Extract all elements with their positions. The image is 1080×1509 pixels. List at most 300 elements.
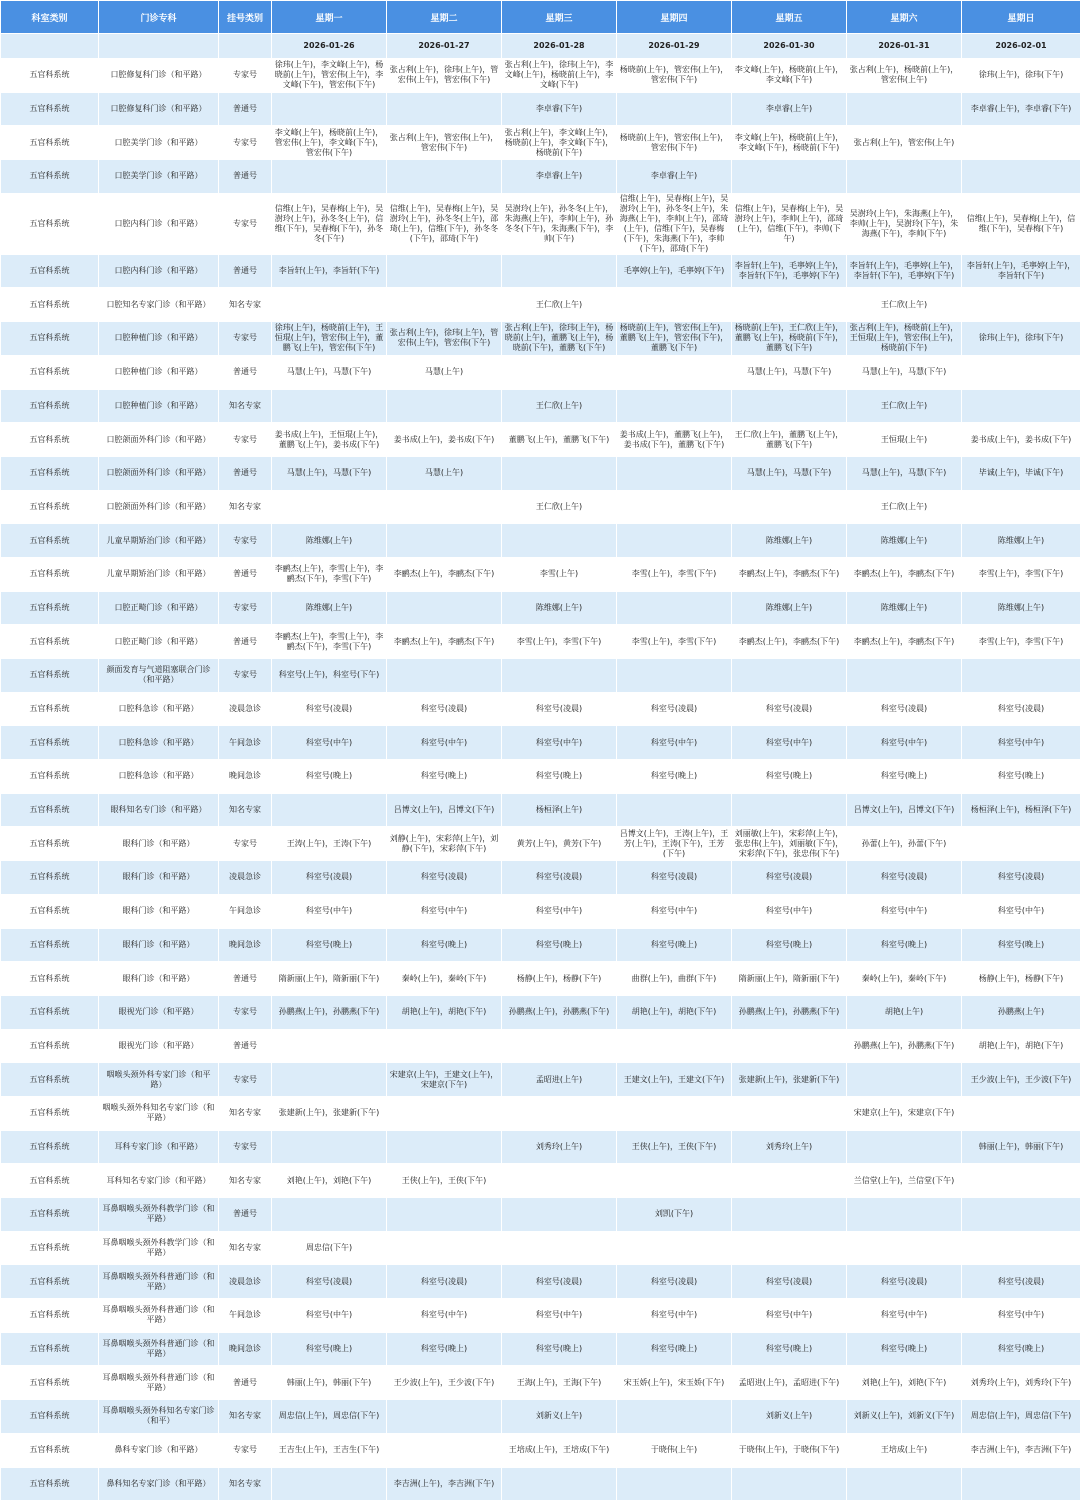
wednesday-cell [502, 659, 617, 693]
thursday-cell: 于晓伟(上午) [617, 1433, 732, 1467]
monday-cell: 科室号(中午) [272, 1299, 387, 1333]
dept-category-cell: 五官科系统 [1, 288, 99, 322]
wednesday-cell [502, 254, 617, 288]
wednesday-cell: 吴澍玲(上午)，孙冬冬(上午)，朱海燕(上午)，李帅(上午)，孙冬冬(下午)，朱海燕(下午)，李帅(下午) [502, 193, 617, 254]
registration-type-cell: 知名专家 [219, 1096, 272, 1130]
thursday-cell [617, 1029, 732, 1063]
saturday-cell: 科室号(凌晨) [847, 861, 962, 895]
date-friday: 2026-01-30 [732, 34, 847, 59]
registration-type-cell: 专家号 [219, 524, 272, 558]
sunday-cell: 王少波(上午)，王少波(下午) [962, 1063, 1080, 1097]
monday-cell: 李鹂杰(上午)，李雪(上午)，李鹂杰(下午)，李雪(下午) [272, 557, 387, 591]
wednesday-cell: 王仁欣(上午) [502, 490, 617, 524]
clinic-name-cell: 口腔知名专家门诊（和平路） [99, 288, 219, 322]
wednesday-cell: 科室号(晚上) [502, 928, 617, 962]
schedule-row [1, 995, 1080, 1029]
friday-cell: 刘丽敏(上午)，宋彩萍(上午)，张忠伟(上午)，刘丽敏(下午)，宋彩萍(下午)，张忠伟(下午) [732, 827, 847, 861]
saturday-cell: 马慧(上午)，马慧(下午) [847, 355, 962, 389]
clinic-name-cell: 眼视光门诊（和平路） [99, 1029, 219, 1063]
thursday-cell: 刘凯(下午) [617, 1198, 732, 1232]
registration-type-cell: 午间急诊 [219, 726, 272, 760]
sunday-cell [962, 355, 1080, 389]
schedule-row [1, 692, 1080, 726]
wednesday-cell: 孟昭进(上午) [502, 1063, 617, 1097]
dept-category-cell: 五官科系统 [1, 1130, 99, 1164]
schedule-row [1, 1265, 1080, 1299]
dept-category-cell: 五官科系统 [1, 557, 99, 591]
tuesday-cell: 宋建京(上午)，王建文(上午)，宋建京(下午) [387, 1063, 502, 1097]
friday-cell [732, 288, 847, 322]
date-saturday: 2026-01-31 [847, 34, 962, 59]
friday-cell: 李鹂杰(上午)，李鹂杰(下午) [732, 625, 847, 659]
thursday-cell [617, 490, 732, 524]
friday-cell: 李文峰(上午)，杨晓前(上午)，李文峰(下午) [732, 59, 847, 93]
date-spacer [219, 34, 272, 59]
thursday-cell [617, 1231, 732, 1265]
tuesday-cell [387, 591, 502, 625]
friday-cell: 孟昭进(上午)，孟昭进(下午) [732, 1366, 847, 1400]
thursday-cell: 科室号(中午) [617, 1299, 732, 1333]
tuesday-cell [387, 524, 502, 558]
registration-type-cell: 晚间急诊 [219, 760, 272, 794]
monday-cell [272, 490, 387, 524]
saturday-cell [847, 1231, 962, 1265]
friday-cell: 科室号(晚上) [732, 760, 847, 794]
registration-type-cell: 知名专家 [219, 1231, 272, 1265]
wednesday-cell [502, 1231, 617, 1265]
tuesday-cell: 科室号(中午) [387, 894, 502, 928]
tuesday-cell [387, 288, 502, 322]
registration-type-cell: 专家号 [219, 827, 272, 861]
schedule-row [1, 490, 1080, 524]
registration-type-cell: 专家号 [219, 1433, 272, 1467]
schedule-row [1, 1433, 1080, 1467]
sunday-cell: 孙鹏燕(上午) [962, 995, 1080, 1029]
thursday-cell [617, 92, 732, 126]
schedule-row [1, 1299, 1080, 1333]
wednesday-cell [502, 355, 617, 389]
monday-cell: 科室号(中午) [272, 894, 387, 928]
tuesday-cell: 李鹂杰(上午)，李鹂杰(下午) [387, 557, 502, 591]
saturday-cell: 科室号(凌晨) [847, 1265, 962, 1299]
clinic-name-cell: 耳鼻咽喉头颈外科教学门诊（和平路） [99, 1231, 219, 1265]
schedule-row [1, 557, 1080, 591]
wednesday-cell: 杨桓泽(上午) [502, 793, 617, 827]
dept-category-cell: 五官科系统 [1, 1433, 99, 1467]
tuesday-cell [387, 659, 502, 693]
friday-cell: 科室号(中午) [732, 894, 847, 928]
friday-cell: 科室号(中午) [732, 1299, 847, 1333]
schedule-row [1, 861, 1080, 895]
monday-cell: 马慧(上午)，马慧(下午) [272, 456, 387, 490]
date-sunday: 2026-02-01 [962, 34, 1080, 59]
tuesday-cell [387, 254, 502, 288]
wednesday-cell: 刘秀玲(上午) [502, 1130, 617, 1164]
schedule-row [1, 591, 1080, 625]
saturday-cell: 科室号(中午) [847, 894, 962, 928]
monday-cell: 徐玮(上午)，李文峰(上午)，杨晓前(上午)，管宏伟(上午)，李文峰(下午)，管宏伟(下午) [272, 59, 387, 93]
monday-cell: 周忠信(下午) [272, 1231, 387, 1265]
header-saturday: 星期六 [847, 1, 962, 34]
wednesday-cell: 刘新义(上午) [502, 1400, 617, 1434]
registration-type-cell: 专家号 [219, 591, 272, 625]
saturday-cell: 科室号(凌晨) [847, 692, 962, 726]
saturday-cell: 马慧(上午)，马慧(下午) [847, 456, 962, 490]
sunday-cell: 科室号(中午) [962, 894, 1080, 928]
dept-category-cell: 五官科系统 [1, 322, 99, 356]
thursday-cell: 李雪(上午)，李雪(下午) [617, 557, 732, 591]
registration-type-cell: 普通号 [219, 1029, 272, 1063]
clinic-name-cell: 颜面发育与气道阻塞联合门诊（和平路） [99, 659, 219, 693]
dept-category-cell: 五官科系统 [1, 59, 99, 93]
wednesday-cell: 李卓睿(下午) [502, 92, 617, 126]
saturday-cell: 王恒琨(上午) [847, 423, 962, 457]
dept-category-cell: 五官科系统 [1, 625, 99, 659]
header-tuesday: 星期二 [387, 1, 502, 34]
monday-cell [272, 1130, 387, 1164]
sunday-cell: 科室号(凌晨) [962, 861, 1080, 895]
registration-type-cell: 专家号 [219, 126, 272, 160]
thursday-cell: 宋玉娇(上午)，宋玉娇(下午) [617, 1366, 732, 1400]
sunday-cell: 刘秀玲(上午)，刘秀玲(下午) [962, 1366, 1080, 1400]
monday-cell [272, 1198, 387, 1232]
monday-cell: 韩丽(上午)，韩丽(下午) [272, 1366, 387, 1400]
friday-cell: 杨晓前(上午)，王仁欣(上午)，董鹏飞(上午)，杨晓前(下午)，董鹏飞(下午) [732, 322, 847, 356]
dept-category-cell: 五官科系统 [1, 995, 99, 1029]
clinic-name-cell: 儿童早期矫治门诊（和平路） [99, 557, 219, 591]
registration-type-cell: 普通号 [219, 355, 272, 389]
dept-category-cell: 五官科系统 [1, 1299, 99, 1333]
thursday-cell [617, 591, 732, 625]
schedule-row [1, 160, 1080, 194]
wednesday-cell: 杨静(上午)，杨静(下午) [502, 962, 617, 996]
thursday-cell: 吕博文(上午)，王涛(上午)，王芳(上午)，王涛(下午)，王芳(下午) [617, 827, 732, 861]
monday-cell [272, 1029, 387, 1063]
saturday-cell: 吕博文(上午)，吕博文(下午) [847, 793, 962, 827]
clinic-name-cell: 耳鼻咽喉头颈外科普通门诊（和平路） [99, 1299, 219, 1333]
clinic-name-cell: 口腔内科门诊（和平路） [99, 193, 219, 254]
registration-type-cell: 普通号 [219, 625, 272, 659]
saturday-cell [847, 1130, 962, 1164]
thursday-cell: 科室号(中午) [617, 726, 732, 760]
friday-cell: 王仁欣(上午)，董鹏飞(上午)，董鹏飞(下午) [732, 423, 847, 457]
sunday-cell: 徐玮(上午)，徐玮(下午) [962, 59, 1080, 93]
schedule-row [1, 92, 1080, 126]
clinic-name-cell: 眼科门诊（和平路） [99, 894, 219, 928]
friday-cell: 刘秀玲(上午) [732, 1130, 847, 1164]
clinic-name-cell: 口腔科急诊（和平路） [99, 726, 219, 760]
saturday-cell: 科室号(晚上) [847, 1332, 962, 1366]
registration-type-cell: 专家号 [219, 1130, 272, 1164]
saturday-cell: 科室号(晚上) [847, 760, 962, 794]
dept-category-cell: 五官科系统 [1, 355, 99, 389]
dept-category-cell: 五官科系统 [1, 1366, 99, 1400]
saturday-cell [847, 1063, 962, 1097]
clinic-name-cell: 口腔科急诊（和平路） [99, 692, 219, 726]
tuesday-cell [387, 92, 502, 126]
monday-cell [272, 389, 387, 423]
monday-cell: 孙鹏燕(上午)，孙鹏燕(下午) [272, 995, 387, 1029]
thursday-cell [617, 1096, 732, 1130]
date-monday: 2026-01-26 [272, 34, 387, 59]
saturday-cell: 李鹂杰(上午)，李鹂杰(下午) [847, 625, 962, 659]
registration-type-cell: 凌晨急诊 [219, 692, 272, 726]
clinic-name-cell: 口腔正畸门诊（和平路） [99, 591, 219, 625]
friday-cell: 陈维娜(上午) [732, 524, 847, 558]
tuesday-cell: 科室号(中午) [387, 1299, 502, 1333]
schedule-row [1, 59, 1080, 93]
thursday-cell: 王建文(上午)，王建文(下午) [617, 1063, 732, 1097]
monday-cell: 科室号(凌晨) [272, 692, 387, 726]
clinic-name-cell: 咽喉头颈外科知名专家门诊（和平路） [99, 1096, 219, 1130]
thursday-cell [617, 389, 732, 423]
clinic-name-cell: 口腔修复科门诊（和平路） [99, 92, 219, 126]
registration-type-cell: 专家号 [219, 1063, 272, 1097]
tuesday-cell [387, 160, 502, 194]
clinic-name-cell: 口腔颌面外科门诊（和平路） [99, 490, 219, 524]
friday-cell: 科室号(晚上) [732, 1332, 847, 1366]
sunday-cell [962, 1198, 1080, 1232]
dept-category-cell: 五官科系统 [1, 193, 99, 254]
registration-type-cell: 普通号 [219, 1366, 272, 1400]
friday-cell: 信维(上午)，吴春梅(上午)，吴澍玲(上午)，李帅(上午)，邵琦(上午)，信维(下午)，李帅(下午) [732, 193, 847, 254]
sunday-cell: 科室号(晚上) [962, 1332, 1080, 1366]
monday-cell: 王涛(上午)，王涛(下午) [272, 827, 387, 861]
dept-category-cell: 五官科系统 [1, 894, 99, 928]
dept-category-cell: 五官科系统 [1, 861, 99, 895]
date-tuesday: 2026-01-27 [387, 34, 502, 59]
wednesday-cell: 董鹏飞(上午)，董鹏飞(下午) [502, 423, 617, 457]
clinic-name-cell: 口腔颌面外科门诊（和平路） [99, 456, 219, 490]
tuesday-cell: 王少波(上午)，王少波(下午) [387, 1366, 502, 1400]
dept-category-cell: 五官科系统 [1, 1400, 99, 1434]
tuesday-cell [387, 1433, 502, 1467]
dept-category-cell: 五官科系统 [1, 389, 99, 423]
tuesday-cell [387, 1130, 502, 1164]
dept-category-cell: 五官科系统 [1, 456, 99, 490]
clinic-name-cell: 耳鼻咽喉头颈外科教学门诊（和平路） [99, 1198, 219, 1232]
sunday-cell [962, 827, 1080, 861]
monday-cell: 科室号(晚上) [272, 760, 387, 794]
tuesday-cell: 张占利(上午)，徐玮(上午)，管宏伟(上午)，管宏伟(下午) [387, 59, 502, 93]
monday-cell [272, 1063, 387, 1097]
header-registration-type: 挂号类别 [219, 1, 272, 34]
schedule-row [1, 1332, 1080, 1366]
friday-cell: 马慧(上午)，马慧(下午) [732, 355, 847, 389]
clinic-name-cell: 耳鼻咽喉头颈外科普通门诊（和平路） [99, 1366, 219, 1400]
registration-type-cell: 知名专家 [219, 793, 272, 827]
friday-cell: 马慧(上午)，马慧(下午) [732, 456, 847, 490]
dept-category-cell: 五官科系统 [1, 726, 99, 760]
monday-cell [272, 793, 387, 827]
clinic-name-cell: 眼科门诊（和平路） [99, 962, 219, 996]
monday-cell [272, 160, 387, 194]
registration-type-cell: 普通号 [219, 92, 272, 126]
monday-cell: 刘艳(上午)，刘艳(下午) [272, 1164, 387, 1198]
tuesday-cell: 胡艳(上午)，胡艳(下午) [387, 995, 502, 1029]
saturday-cell: 秦岭(上午)，秦岭(下午) [847, 962, 962, 996]
saturday-cell: 刘艳(上午)，刘艳(下午) [847, 1366, 962, 1400]
registration-type-cell: 午间急诊 [219, 1299, 272, 1333]
registration-type-cell: 知名专家 [219, 389, 272, 423]
saturday-cell: 王仁欣(上午) [847, 288, 962, 322]
header-sunday: 星期日 [962, 1, 1080, 34]
dept-category-cell: 五官科系统 [1, 126, 99, 160]
friday-cell: 于晓伟(上午)，于晓伟(下午) [732, 1433, 847, 1467]
registration-type-cell: 普通号 [219, 1198, 272, 1232]
thursday-cell: 曲群(上午)，曲群(下午) [617, 962, 732, 996]
thursday-cell: 科室号(晚上) [617, 1332, 732, 1366]
header-wednesday: 星期三 [502, 1, 617, 34]
wednesday-cell [502, 1029, 617, 1063]
registration-type-cell: 午间急诊 [219, 894, 272, 928]
clinic-name-cell: 口腔颌面外科门诊（和平路） [99, 423, 219, 457]
sunday-cell: 李吉洲(上午)，李吉洲(下午) [962, 1433, 1080, 1467]
registration-type-cell: 专家号 [219, 659, 272, 693]
sunday-cell: 科室号(中午) [962, 1299, 1080, 1333]
dept-category-cell: 五官科系统 [1, 591, 99, 625]
tuesday-cell: 秦岭(上午)，秦岭(下午) [387, 962, 502, 996]
schedule-row [1, 389, 1080, 423]
tuesday-cell: 王侠(上午)，王侠(下午) [387, 1164, 502, 1198]
tuesday-cell [387, 1198, 502, 1232]
saturday-cell: 孙蕾(上午)，孙蕾(下午) [847, 827, 962, 861]
schedule-row [1, 827, 1080, 861]
friday-cell: 李文峰(上午)，杨晓前(上午)，李文峰(下午)，杨晓前(下午) [732, 126, 847, 160]
friday-cell [732, 160, 847, 194]
schedule-row [1, 760, 1080, 794]
registration-type-cell: 专家号 [219, 423, 272, 457]
clinic-name-cell: 口腔正畸门诊（和平路） [99, 625, 219, 659]
friday-cell: 科室号(晚上) [732, 928, 847, 962]
registration-type-cell: 专家号 [219, 193, 272, 254]
wednesday-cell: 张占利(上午)，徐玮(上午)，李文峰(上午)，杨晓前(上午)，李文峰(下午) [502, 59, 617, 93]
clinic-name-cell: 耳科专家门诊（和平路） [99, 1130, 219, 1164]
sunday-cell [962, 288, 1080, 322]
clinic-name-cell: 耳鼻咽喉头颈外科普通门诊（和平路） [99, 1265, 219, 1299]
wednesday-cell [502, 456, 617, 490]
thursday-cell: 科室号(凌晨) [617, 861, 732, 895]
sunday-cell: 信维(上午)，吴春梅(上午)，信维(下午)，吴春梅(下午) [962, 193, 1080, 254]
registration-type-cell: 普通号 [219, 962, 272, 996]
wednesday-cell [502, 1164, 617, 1198]
clinic-name-cell: 眼科门诊（和平路） [99, 827, 219, 861]
saturday-cell: 陈维娜(上午) [847, 591, 962, 625]
schedule-row [1, 894, 1080, 928]
friday-cell [732, 1029, 847, 1063]
wednesday-cell: 王培成(上午)，王培成(下午) [502, 1433, 617, 1467]
clinic-name-cell: 儿童早期矫治门诊（和平路） [99, 524, 219, 558]
friday-cell: 刘新义(上午) [732, 1400, 847, 1434]
registration-type-cell: 知名专家 [219, 288, 272, 322]
schedule-row [1, 1063, 1080, 1097]
tuesday-cell [387, 1096, 502, 1130]
clinic-name-cell: 耳鼻咽喉头颈外科普通门诊（和平路） [99, 1332, 219, 1366]
saturday-cell: 王仁欣(上午) [847, 389, 962, 423]
clinic-name-cell: 眼科门诊（和平路） [99, 861, 219, 895]
registration-type-cell: 凌晨急诊 [219, 1265, 272, 1299]
monday-cell: 李旨轩(上午)，李旨轩(下午) [272, 254, 387, 288]
thursday-cell: 科室号(凌晨) [617, 692, 732, 726]
dept-category-cell: 五官科系统 [1, 928, 99, 962]
sunday-cell: 陈维娜(上午) [962, 591, 1080, 625]
registration-type-cell: 知名专家 [219, 490, 272, 524]
schedule-row [1, 355, 1080, 389]
wednesday-cell: 王仁欣(上午) [502, 389, 617, 423]
dept-category-cell: 五官科系统 [1, 1029, 99, 1063]
monday-cell: 科室号(上午)，科室号(下午) [272, 659, 387, 693]
header-dept-category: 科室类别 [1, 1, 99, 34]
tuesday-cell: 科室号(晚上) [387, 1332, 502, 1366]
monday-cell: 科室号(中午) [272, 726, 387, 760]
registration-type-cell: 普通号 [219, 254, 272, 288]
date-spacer [99, 34, 219, 59]
schedule-row [1, 659, 1080, 693]
saturday-cell: 胡艳(上午) [847, 995, 962, 1029]
saturday-cell: 孙鹏燕(上午)，孙鹏燕(下午) [847, 1029, 962, 1063]
friday-cell: 科室号(中午) [732, 726, 847, 760]
saturday-cell: 科室号(中午) [847, 1299, 962, 1333]
saturday-cell: 李鹂杰(上午)，李鹂杰(下午) [847, 557, 962, 591]
thursday-cell: 科室号(晚上) [617, 928, 732, 962]
schedule-row [1, 1231, 1080, 1265]
sunday-cell: 科室号(中午) [962, 726, 1080, 760]
wednesday-cell [502, 1467, 617, 1501]
clinic-name-cell: 口腔修复科门诊（和平路） [99, 59, 219, 93]
monday-cell: 王吉生(上午)，王吉生(下午) [272, 1433, 387, 1467]
monday-cell: 陈维娜(上午) [272, 591, 387, 625]
sunday-cell [962, 160, 1080, 194]
registration-type-cell: 普通号 [219, 557, 272, 591]
thursday-cell: 杨晓前(上午)，管宏伟(上午)，董鹏飞(上午)，管宏伟(下午)，董鹏飞(下午) [617, 322, 732, 356]
wednesday-cell [502, 524, 617, 558]
thursday-cell: 杨晓前(上午)，管宏伟(上午)，管宏伟(下午) [617, 59, 732, 93]
saturday-cell: 宋建京(上午)，宋建京(下午) [847, 1096, 962, 1130]
schedule-row [1, 726, 1080, 760]
tuesday-cell: 信维(上午)，吴春梅(上午)，吴澍玲(上午)，孙冬冬(上午)，邵琦(上午)，信维(下午)，孙冬冬(下午)，邵琦(下午) [387, 193, 502, 254]
friday-cell: 李鹂杰(上午)，李鹂杰(下午) [732, 557, 847, 591]
tuesday-cell: 科室号(中午) [387, 726, 502, 760]
thursday-cell [617, 1400, 732, 1434]
tuesday-cell [387, 1400, 502, 1434]
friday-cell [732, 1231, 847, 1265]
thursday-cell: 胡艳(上午)，胡艳(下午) [617, 995, 732, 1029]
sunday-cell: 毕诚(上午)，毕诚(下午) [962, 456, 1080, 490]
schedule-row [1, 1096, 1080, 1130]
friday-cell [732, 1164, 847, 1198]
wednesday-cell: 王海(上午)，王海(下午) [502, 1366, 617, 1400]
schedule-row [1, 322, 1080, 356]
dept-category-cell: 五官科系统 [1, 659, 99, 693]
saturday-cell: 陈维娜(上午) [847, 524, 962, 558]
clinic-name-cell: 口腔美学门诊（和平路） [99, 126, 219, 160]
sunday-cell: 周忠信(上午)，周忠信(下午) [962, 1400, 1080, 1434]
thursday-cell: 科室号(凌晨) [617, 1265, 732, 1299]
sunday-cell: 李雪(上午)，李雪(下午) [962, 625, 1080, 659]
thursday-cell: 科室号(晚上) [617, 760, 732, 794]
header-friday: 星期五 [732, 1, 847, 34]
monday-cell: 科室号(凌晨) [272, 861, 387, 895]
monday-cell [272, 92, 387, 126]
wednesday-cell: 科室号(凌晨) [502, 692, 617, 726]
dept-category-cell: 五官科系统 [1, 692, 99, 726]
saturday-cell [847, 1198, 962, 1232]
friday-cell: 隋新丽(上午)，隋新丽(下午) [732, 962, 847, 996]
saturday-cell: 科室号(晚上) [847, 928, 962, 962]
friday-cell: 科室号(凌晨) [732, 1265, 847, 1299]
clinic-name-cell: 口腔美学门诊（和平路） [99, 160, 219, 194]
sunday-cell: 科室号(凌晨) [962, 1265, 1080, 1299]
